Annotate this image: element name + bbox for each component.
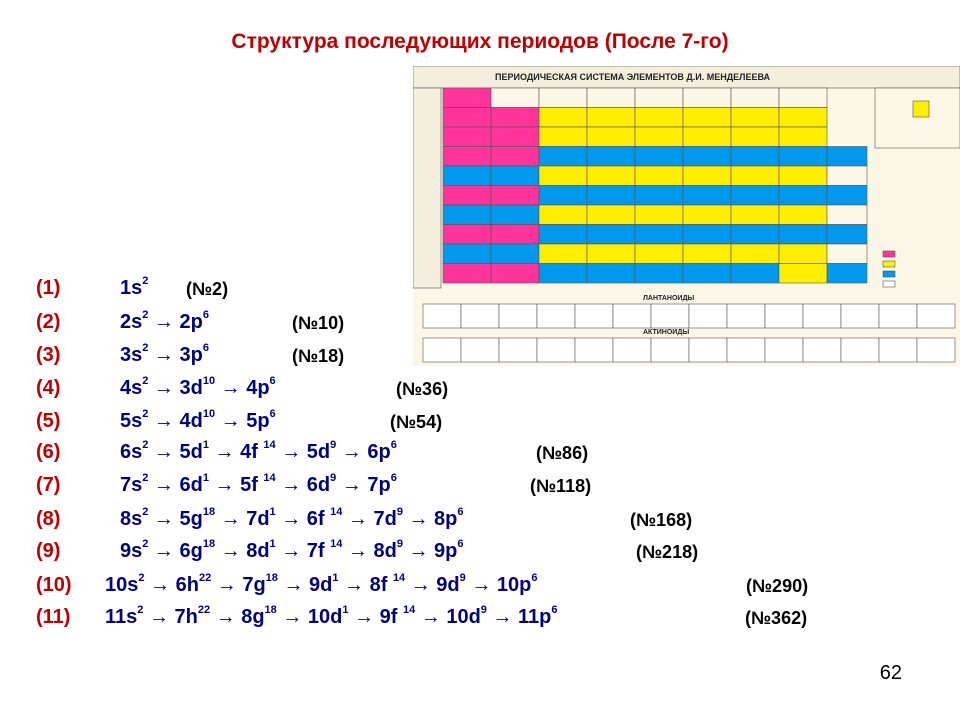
formula-text: → 5d	[148, 441, 203, 463]
formula-text: 10s	[105, 574, 139, 596]
period-number: (1)	[36, 277, 61, 299]
element-cell	[779, 147, 827, 167]
element-count: (№54)	[390, 412, 443, 432]
electron-configuration	[120, 311, 209, 334]
formula-text: 6s	[120, 441, 143, 463]
superscript: 6	[457, 538, 464, 550]
superscript: 6	[202, 309, 209, 321]
formula-text: → 9d	[277, 574, 333, 596]
lanthanide-cell	[575, 304, 613, 328]
actinide-cell	[879, 338, 917, 362]
formula-text: → 8g	[210, 606, 265, 628]
table-title: ПЕРИОДИЧЕСКАЯ СИСТЕМА ЭЛЕМЕНТОВ Д.И. МЕНДЕЛЕЕВА	[495, 72, 771, 82]
formula-text: → 6d	[148, 474, 203, 496]
element-cell	[443, 108, 491, 128]
element-cell	[731, 166, 779, 186]
element-cell	[587, 147, 635, 167]
element-cell	[731, 108, 779, 128]
lanthanide-cell	[651, 304, 689, 328]
lanthanide-cell	[765, 304, 803, 328]
electron-configuration	[120, 277, 148, 300]
actinide-cell	[765, 338, 803, 362]
legend-swatch	[883, 281, 895, 287]
superscript: 9	[330, 472, 337, 484]
formula-text: → 6h	[144, 574, 199, 596]
element-cell	[443, 186, 491, 206]
superscript: 2	[142, 375, 149, 387]
period-number: (10)	[36, 574, 72, 596]
electron-configuration	[120, 474, 397, 497]
period-number: (2)	[36, 311, 61, 333]
formula-text: → 10d	[415, 606, 481, 628]
superscript: 9	[330, 439, 337, 451]
element-cell	[779, 166, 827, 186]
element-cell	[827, 205, 867, 225]
lanthanides-label: ЛАНТАНОИДЫ	[643, 295, 695, 302]
superscript: 22	[198, 572, 212, 584]
element-cell	[683, 264, 731, 284]
element-cell	[683, 225, 731, 245]
element-cell	[443, 127, 491, 147]
formula-text: → 5p	[215, 410, 270, 432]
element-cell	[635, 244, 683, 264]
superscript: 1	[202, 472, 209, 484]
element-cell	[491, 186, 539, 206]
formula-text: → 6d	[275, 474, 331, 496]
element-cell	[683, 186, 731, 206]
lanthanide-cell	[613, 304, 651, 328]
superscript: 14	[263, 472, 276, 484]
lanthanide-cell	[461, 304, 499, 328]
formula-text: → 7h	[143, 606, 198, 628]
superscript: 22	[197, 604, 211, 616]
element-cell	[635, 88, 683, 108]
superscript: 6	[390, 439, 397, 451]
element-cell	[827, 225, 867, 245]
element-cell	[539, 147, 587, 167]
actinide-cell	[651, 338, 689, 362]
element-cell	[491, 127, 539, 147]
superscript: 2	[142, 472, 149, 484]
lanthanide-cell	[499, 304, 537, 328]
legend-inset	[875, 88, 960, 148]
element-cell	[491, 205, 539, 225]
superscript: 1	[342, 604, 349, 616]
electron-configuration	[120, 540, 464, 563]
element-cell	[635, 186, 683, 206]
superscript: 6	[390, 472, 397, 484]
element-cell	[491, 264, 539, 284]
element-cell	[779, 186, 827, 206]
element-cell	[587, 205, 635, 225]
element-count: (№2)	[186, 279, 229, 299]
electron-configuration	[105, 574, 537, 597]
period-number: (7)	[36, 474, 61, 496]
legend-swatch	[883, 261, 895, 267]
formula-text: → 4d	[148, 410, 203, 432]
element-cell	[827, 166, 867, 186]
superscript: 1	[202, 439, 209, 451]
formula-text: 7s	[120, 474, 143, 496]
legend-swatch	[883, 271, 895, 277]
actinide-cell	[689, 338, 727, 362]
lanthanide-cell	[689, 304, 727, 328]
element-cell	[779, 127, 827, 147]
element-cell	[779, 244, 827, 264]
periodic-table-image	[413, 66, 960, 366]
period-number: (8)	[36, 508, 61, 530]
superscript: 2	[142, 342, 149, 354]
formula-text: 5s	[120, 410, 143, 432]
element-cell	[779, 88, 827, 108]
formula-text: → 6p	[336, 441, 391, 463]
formula-text: 4s	[120, 377, 143, 399]
element-cell	[779, 205, 827, 225]
superscript: 18	[202, 538, 216, 550]
superscript: 2	[138, 572, 145, 584]
formula-text: → 2p	[148, 311, 203, 333]
periodic-table-graphic	[413, 66, 960, 366]
element-cell	[731, 186, 779, 206]
electron-configuration	[120, 410, 276, 433]
element-cell	[779, 264, 827, 284]
element-cell	[587, 88, 635, 108]
formula-text: → 7d	[215, 508, 270, 530]
superscript: 2	[142, 538, 149, 550]
formula-text: 2s	[120, 311, 143, 333]
superscript: 2	[137, 604, 144, 616]
superscript: 14	[402, 604, 416, 616]
formula-text: → 5d	[275, 441, 331, 463]
element-cell	[539, 186, 587, 206]
formula-text: 3s	[120, 344, 143, 366]
formula-text: → 5g	[148, 508, 203, 530]
actinide-cell	[461, 338, 499, 362]
element-cell	[827, 147, 867, 167]
element-cell	[683, 205, 731, 225]
superscript: 10	[202, 375, 216, 387]
element-cell	[731, 127, 779, 147]
superscript: 18	[265, 572, 278, 584]
electron-configuration	[120, 344, 209, 367]
formula-text: 11s	[105, 606, 138, 628]
element-cell	[683, 127, 731, 147]
formula-text: 9s	[120, 540, 143, 562]
element-cell	[731, 147, 779, 167]
element-cell	[491, 244, 539, 264]
element-cell	[443, 147, 491, 167]
period-number: (3)	[36, 344, 61, 366]
actinide-cell	[727, 338, 765, 362]
superscript: 2	[142, 506, 149, 518]
electron-configuration	[105, 606, 558, 629]
formula-text: 1s	[120, 277, 143, 299]
element-cell	[587, 186, 635, 206]
legend-swatch	[913, 101, 929, 117]
formula-text: → 11p	[486, 606, 552, 628]
actinide-cell	[841, 338, 879, 362]
element-cell	[539, 264, 587, 284]
element-cell	[587, 225, 635, 245]
element-count: (№86)	[536, 443, 589, 463]
formula-text: → 3p	[148, 344, 203, 366]
actinide-cell	[803, 338, 841, 362]
element-cell	[587, 127, 635, 147]
element-cell	[827, 186, 867, 206]
actinide-cell	[613, 338, 651, 362]
formula-text: → 4f	[208, 441, 264, 463]
lanthanide-cell	[803, 304, 841, 328]
element-cell	[683, 88, 731, 108]
lanthanide-cell	[841, 304, 879, 328]
element-cell	[587, 264, 635, 284]
actinide-cell	[499, 338, 537, 362]
superscript: 14	[330, 538, 343, 550]
element-cell	[587, 244, 635, 264]
element-cell	[731, 225, 779, 245]
superscript: 14	[263, 439, 276, 451]
formula-text: → 6f	[275, 508, 331, 530]
actinide-cell	[575, 338, 613, 362]
formula-text: → 8d	[215, 540, 270, 562]
element-cell	[635, 264, 683, 284]
element-cell	[539, 108, 587, 128]
formula-text: → 10p	[465, 574, 532, 596]
superscript: 18	[264, 604, 277, 616]
element-cell	[587, 166, 635, 186]
element-cell	[539, 205, 587, 225]
formula-text: → 4p	[215, 377, 270, 399]
element-count: (№168)	[630, 510, 693, 530]
element-cell	[779, 108, 827, 128]
element-cell	[539, 127, 587, 147]
electron-configuration	[120, 377, 276, 400]
element-cell	[443, 244, 491, 264]
superscript: 6	[202, 342, 209, 354]
actinides-label: АКТИНОИДЫ	[643, 329, 690, 336]
element-cell	[491, 225, 539, 245]
superscript: 6	[551, 604, 558, 616]
formula-text: 8s	[120, 508, 143, 530]
element-cell	[731, 205, 779, 225]
element-count: (№218)	[636, 542, 699, 562]
page-number: 62	[879, 662, 902, 684]
element-count: (№36)	[396, 379, 449, 399]
element-cell	[635, 147, 683, 167]
period-number: (4)	[36, 377, 61, 399]
element-cell	[539, 244, 587, 264]
element-cell	[443, 225, 491, 245]
period-number: (9)	[36, 540, 61, 562]
superscript: 6	[457, 506, 464, 518]
superscript: 9	[396, 506, 403, 518]
formula-text: → 7g	[211, 574, 266, 596]
actinide-cell	[423, 338, 461, 362]
element-cell	[491, 88, 539, 108]
superscript: 2	[142, 439, 149, 451]
slide-title: Структура последующих периодов (После 7-го)	[231, 30, 729, 53]
lanthanide-cell	[879, 304, 917, 328]
element-cell	[635, 108, 683, 128]
element-count: (№10)	[292, 313, 345, 333]
element-cell	[635, 205, 683, 225]
superscript: 2	[142, 275, 149, 287]
element-cell	[443, 264, 491, 284]
formula-text: → 7f	[275, 540, 331, 562]
period-number: (11)	[36, 606, 71, 628]
lanthanide-cell	[423, 304, 461, 328]
electron-configuration	[120, 441, 397, 464]
element-cell	[635, 127, 683, 147]
superscript: 1	[332, 572, 339, 584]
superscript: 6	[269, 375, 276, 387]
element-cell	[443, 205, 491, 225]
lanthanide-cell	[917, 304, 955, 328]
element-cell	[731, 264, 779, 284]
element-cell	[635, 166, 683, 186]
element-cell	[539, 88, 587, 108]
element-cell	[539, 225, 587, 245]
lanthanide-cell	[537, 304, 575, 328]
superscript: 9	[396, 538, 403, 550]
element-count: (№290)	[746, 576, 809, 596]
element-cell	[779, 225, 827, 245]
superscript: 6	[269, 408, 276, 420]
element-cell	[827, 244, 867, 264]
formula-text: → 6g	[148, 540, 203, 562]
element-cell	[635, 225, 683, 245]
superscript: 14	[392, 572, 406, 584]
formula-text: → 7d	[342, 508, 397, 530]
element-cell	[731, 88, 779, 108]
formula-text: → 10d	[276, 606, 343, 628]
element-cell	[827, 264, 867, 284]
element-cell	[491, 108, 539, 128]
period-number: (5)	[36, 410, 61, 432]
period-number: (6)	[36, 441, 61, 463]
element-cell	[731, 244, 779, 264]
element-cell	[491, 166, 539, 186]
superscript: 1	[269, 506, 276, 518]
superscript: 9	[480, 604, 487, 616]
element-cell	[539, 166, 587, 186]
superscript: 1	[269, 538, 276, 550]
superscript: 6	[531, 572, 538, 584]
superscript: 10	[202, 408, 216, 420]
actinide-cell	[537, 338, 575, 362]
element-cell	[683, 147, 731, 167]
element-cell	[683, 108, 731, 128]
element-cell	[587, 108, 635, 128]
formula-text: → 9f	[348, 606, 403, 628]
electron-configuration	[120, 508, 464, 531]
element-cell	[491, 147, 539, 167]
actinide-cell	[917, 338, 955, 362]
formula-text: → 8p	[402, 508, 458, 530]
element-cell	[683, 244, 731, 264]
superscript: 2	[142, 309, 149, 321]
formula-text: → 8f	[338, 574, 393, 596]
element-count: (№362)	[745, 608, 808, 628]
superscript: 9	[459, 572, 466, 584]
element-cell	[443, 166, 491, 186]
superscript: 18	[202, 506, 216, 518]
element-cell	[443, 88, 491, 108]
element-count: (№18)	[292, 346, 345, 366]
formula-text: → 5f	[208, 474, 264, 496]
element-count: (№118)	[530, 476, 592, 496]
formula-text: → 9d	[405, 574, 460, 596]
legend-swatch	[883, 251, 895, 257]
formula-text: → 8d	[342, 540, 397, 562]
formula-text: → 3d	[148, 377, 203, 399]
formula-text: → 7p	[336, 474, 391, 496]
lanthanide-cell	[727, 304, 765, 328]
superscript: 2	[142, 408, 149, 420]
period-column	[413, 88, 441, 288]
element-cell	[683, 166, 731, 186]
superscript: 14	[330, 506, 343, 518]
formula-text: → 9p	[402, 540, 458, 562]
